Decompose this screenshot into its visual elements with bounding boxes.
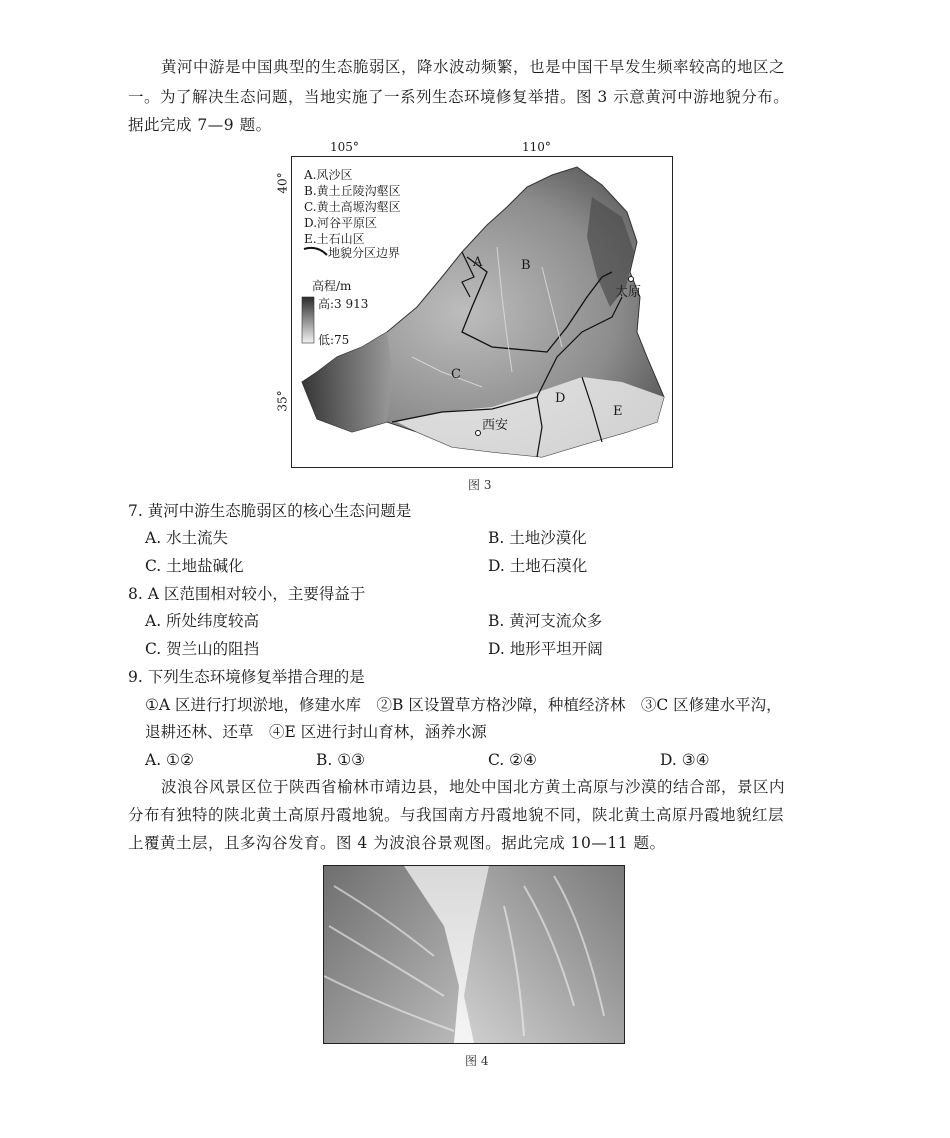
- city-taiyuan: 太原: [615, 285, 642, 300]
- intro2-line3: 上覆黄土层，且多沟谷发育。图 4 为波浪谷景观图。据此完成 10—11 题。: [128, 834, 666, 852]
- intro2-line2-block: [128, 800, 828, 830]
- q8-option-d: D. 地形平坦开阔: [488, 640, 603, 658]
- intro2-line3-block: [128, 828, 828, 858]
- q9-option-a: A. ①②: [145, 751, 194, 769]
- q9-statement-line1: ①A 区进行打坝淤地，修建水库 ②B 区设置草方格沙障，种植经济林 ③C 区修建水平沟，: [145, 696, 782, 714]
- q8-option-b: B. 黄河支流众多: [488, 612, 603, 630]
- landform-map: [291, 156, 673, 468]
- intro1-line2-block: [128, 82, 828, 112]
- q8-option-a: A. 所处纬度较高: [145, 612, 260, 630]
- q9-option-d: D. ③④: [660, 751, 710, 769]
- legend-item-a: A.风沙区: [304, 168, 353, 182]
- intro2-line2: 分布有独特的陕北黄土高原丹霞地貌。与我国南方丹霞地貌不同，陕北黄土高原丹霞地貌红层: [128, 806, 785, 824]
- lon-label-110: 110°: [522, 140, 551, 154]
- legend-item-b: B.黄土丘陵沟壑区: [304, 184, 401, 198]
- intro1-line1: 黄河中游是中国典型的生态脆弱区，降水波动频繁，也是中国干旱发生频率较高的地区之: [161, 58, 786, 76]
- question-8-stem: 8. A 区范围相对较小，主要得益于: [128, 585, 366, 603]
- q9-option-b: B. ①③: [316, 751, 366, 769]
- legend-item-e: E.土石山区: [304, 232, 365, 246]
- question-9-stem: 9. 下列生态环境修复举措合理的是: [128, 668, 365, 686]
- q7-option-c: C. 土地盐碱化: [145, 557, 244, 575]
- q7-option-b: B. 土地沙漠化: [488, 529, 587, 547]
- elevation-low: 低:75: [318, 333, 350, 347]
- q9-option-c: C. ②④: [488, 751, 537, 769]
- intro-paragraph-2: [128, 772, 828, 802]
- wave-valley-photo: [323, 865, 625, 1044]
- lat-label-40: 40°: [275, 172, 290, 194]
- lat-label-35: 35°: [275, 390, 290, 412]
- lon-label-105: 105°: [330, 140, 359, 154]
- intro1-line2: 一。为了解决生态问题，当地实施了一系列生态环境修复举措。图 3 示意黄河中游地貌分布。: [128, 88, 790, 106]
- legend-item-c: C.黄土高塬沟壑区: [304, 200, 401, 214]
- q7-option-d: D. 土地石漠化: [488, 557, 588, 575]
- elevation-high: 高:3 913: [318, 297, 369, 311]
- figure4-caption: 图 4: [465, 1054, 489, 1068]
- q8-option-c: C. 贺兰山的阻挡: [145, 640, 260, 658]
- photo-graphic: [324, 866, 624, 1043]
- q7-option-a: A. 水土流失: [145, 529, 229, 547]
- q9-statement-line2: 退耕还林、还草 ④E 区进行封山育林，涵养水源: [145, 723, 487, 741]
- elevation-color-bar: [302, 297, 314, 343]
- figure3-caption: 图 3: [468, 478, 492, 492]
- intro2-line1: 波浪谷风景区位于陕西省榆林市靖边县，地处中国北方黄土高原与沙漠的结合部，景区内: [161, 778, 786, 796]
- legend-boundary-line: [304, 248, 327, 255]
- map-legend: [304, 167, 401, 247]
- region-label-b: B: [521, 258, 531, 273]
- intro1-line3: 据此完成 7—9 题。: [128, 116, 272, 134]
- right-canyon-wall: [464, 866, 624, 1043]
- intro-paragraph-1: [128, 52, 828, 82]
- region-label-d: D: [555, 391, 566, 406]
- elevation-title: 高程/m: [312, 279, 352, 293]
- legend-item-d: D.河谷平原区: [304, 216, 378, 230]
- question-7-stem: 7. 黄河中游生态脆弱区的核心生态问题是: [128, 502, 412, 520]
- region-label-c: C: [451, 367, 461, 382]
- region-label-e: E: [613, 404, 623, 419]
- intro1-line3-block: [128, 110, 828, 140]
- city-xian: 西安: [482, 418, 509, 433]
- legend-boundary-label: 地貌分区边界: [328, 246, 401, 260]
- xian-marker: [476, 431, 481, 436]
- region-label-a: A: [473, 255, 483, 270]
